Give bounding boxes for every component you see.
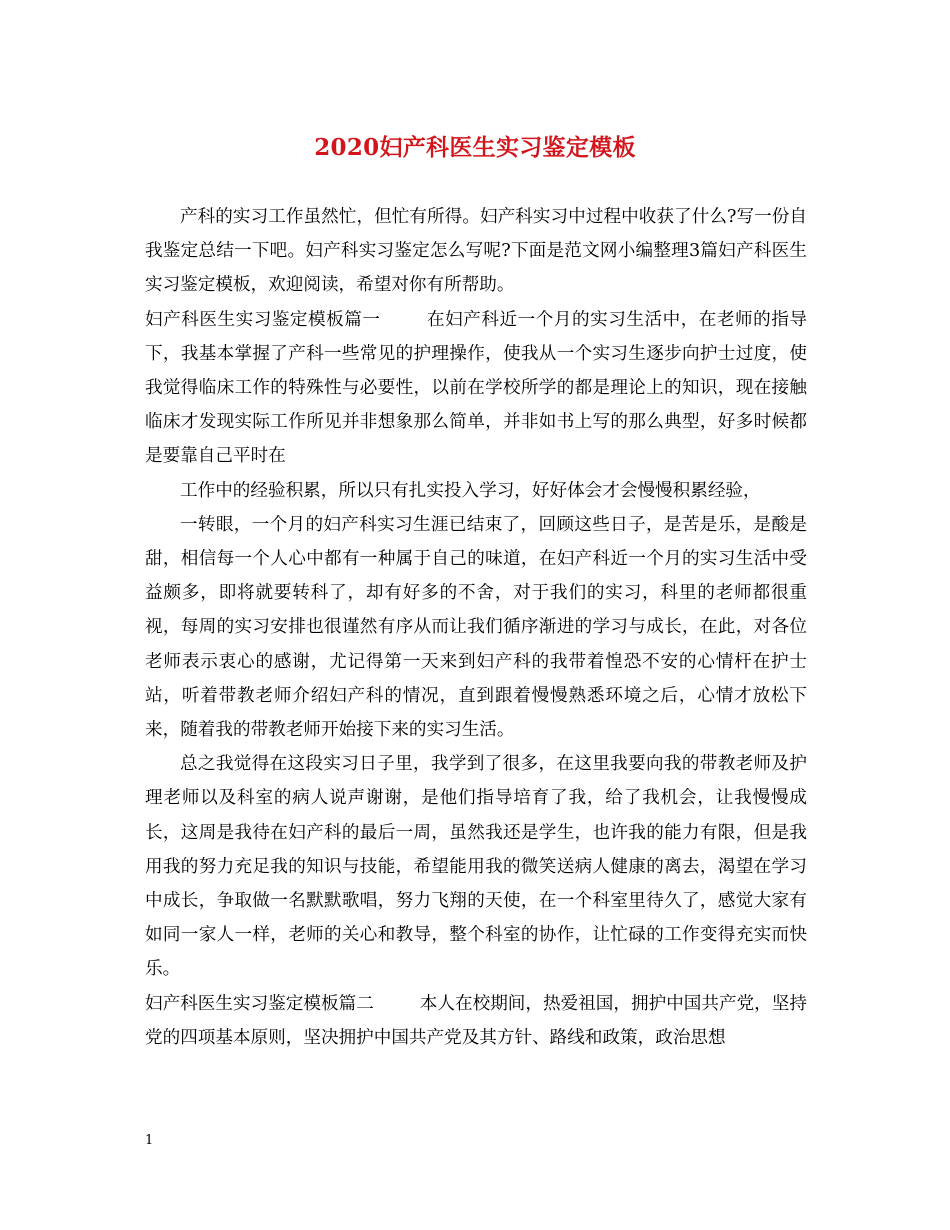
section-one-text: 在妇产科近一个月的实习生活中，在老师的指导下，我基本掌握了产科一些常见的护理操作，使我从一个实习生逐步向护士过度，使我觉得临床工作的特殊性与必要性，以前在学校所学的都是理论上的知识，现在接触临床才发现实际工作所见并非想象那么简单，并非如书上写的那么典型，好多时候都是要靠自己平时在 (145, 309, 807, 467)
document-title: 2020妇产科医生实习鉴定模板 (314, 134, 636, 161)
experience-paragraph: 工作中的经验积累，所以只有扎实投入学习，好好体会才会慢慢积累经验， (180, 480, 761, 501)
section-two-heading: 妇产科医生实习鉴定模板篇二 (145, 993, 374, 1014)
section-two-paragraph (145, 987, 807, 1055)
document-body (145, 200, 807, 1055)
section-two-text: 本人在校期间，热爱祖国，拥护中国共产党，坚持党的四项基本原则，坚决拥护中国共产党及其方针、路线和政策，政治思想 (145, 993, 807, 1048)
summary-paragraph: 总之我觉得在这段实习日子里，我学到了很多，在这里我要向我的带教老师及护理老师以及科室的病人说声谢谢，是他们指导培育了我，给了我机会，让我慢慢成长，这周是我待在妇产科的最后一周，虽然我还是学生，也许我的能力有限，但是我用我的努力充足我的知识与技能，希望能用我的微笑送病人健康的离去，渴望在学习中成长，争取做一名默默歌唱，努力飞翔的天使，在一个科室里待久了，感觉大家有如同一家人一样，老师的关心和教导，整个科室的协作，让忙碌的工作变得充实而快乐。 (145, 754, 807, 980)
section-one-heading: 妇产科医生实习鉴定模板篇一 (145, 309, 381, 330)
reflection-paragraph: 一转眼，一个月的妇产科实习生涯已结束了，回顾这些日子，是苦是乐，是酸是甜，相信每一个人心中都有一种属于自己的味道，在妇产科近一个月的实习生活中受益颇多，即将就要转科了，却有好多的不舍，对于我们的实习，科里的老师都很重视，每周的实习安排也很谨然有序从而让我们循序渐进的学习与成长，在此，对各位老师表示衷心的感谢，尤记得第一天来到妇产科的我带着惶恐不安的心情杆在护士站，听着带教老师介绍妇产科的情况，直到跟着慢慢熟悉环境之后，心情才放松下来，随着我的带教老师开始接下来的实习生活。 (145, 514, 807, 741)
intro-paragraph: 产科的实习工作虽然忙，但忙有所得。妇产科实习中过程中收获了什么?写一份自我鉴定总结一下吧。妇产科实习鉴定怎么写呢?下面是范文网小编整理3篇妇产科医生实习鉴定模板，欢迎阅读，希望对你有所帮助。 (145, 207, 807, 296)
section-one-paragraph (145, 303, 807, 474)
page-number: 1 (145, 1133, 154, 1148)
